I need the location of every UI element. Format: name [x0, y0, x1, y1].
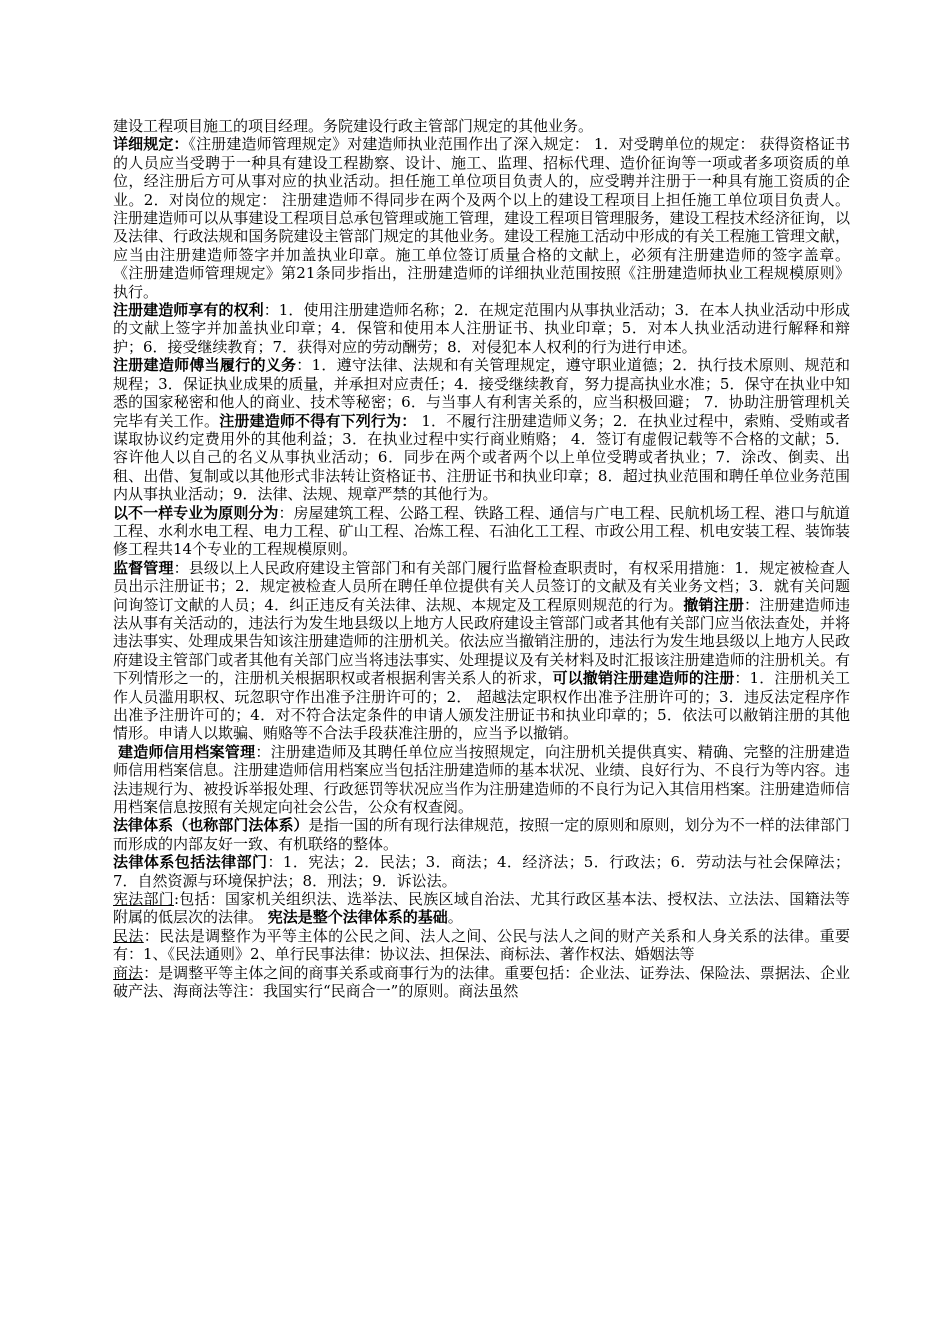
paragraph-duties	[113, 356, 850, 503]
paragraph-text: ：民法是调整作为平等主体的公民之间、法人之间、公民与法人之间的财产关系和人身关系的法律。重要有：1、《民法通则》2、单行民事法律：协议法、担保法、商标法、著作权法、婚姻法等	[113, 926, 850, 964]
paragraph-text: 1．不履行注册建造师义务；2．在执业过程中，索贿、受贿或者谋取协议约定费用外的其他利益；3．在执业过程中实行商业贿赂； 4．签订有虚假记载等不合格的文献；5．容许他人以自己的名义从事执业活动；6．同步在两个或者两个以上单位受聘或者执业；7．涂改、倒卖、出租、出借、复制或以其他形式非法转让资格证书、注册证书和执业印章；8．超过执业范围和聘任单位业务范围内从事执业活动；9．法律、法规、规章严禁的其他行为。	[113, 411, 850, 504]
paragraph-text: ：是调整平等主体之间的商事关系或商事行为的法律。重要包括：企业法、证券法、保险法、票据法、企业破产法、海商法等注：我国实行“民商合一”的原则。商法虽然	[113, 963, 850, 1001]
paragraph-detailed-rules	[113, 135, 850, 301]
section-heading: 以不一样专业为原则分为	[113, 503, 279, 522]
section-heading: 建造师信用档案管理	[118, 742, 256, 761]
underlined-label: 宪法部门	[113, 890, 174, 909]
section-heading: 监督管理	[113, 558, 174, 577]
paragraph-text: ：1．遵守法律、法规和有关管理规定，遵守职业道德；2．执行技术原则、规范和规程；3．保证执业成果的质量，并承担对应责任；4．接受继续教育，努力提高执业水准；5．保守在执业中知悉的国家秘密和他人的商业、技术等秘密；6．与当事人有利害关系的，应当积极回避； 7．协助注册管理机关完毕有关工作。	[113, 356, 850, 430]
section-heading: 详细规定：	[113, 135, 189, 154]
document-body	[113, 117, 850, 1001]
paragraph-constitution	[113, 890, 850, 927]
paragraph-text: ：1．宪法；2．民法；3．商法；4．经济法；5．行政法；6．劳动法与社会保障法；7．自然资源与环境保护法；8．刑法；9．诉讼法。	[113, 853, 850, 890]
paragraph-civil-law	[113, 927, 850, 964]
paragraph-text: 《注册建造师管理规定》对建造师执业范围作出了深入规定： 1．对受聘单位的规定： 获得资格证书的人员应当受聘于一种具有建设工程勘察、设计、施工、监理、招标代理、造价征询等一项或者多项资质的单位，经注册后方可从事对应的执业活动。担任施工单位项目负责人的，应受聘并注册于一种具有施工资质的企业。2．对岗位的规定： 注册建造师不得同步在两个及两个以上的建设工程项目上担任施工单位项目负责人。 注册建造师可以从事建设工程项目总承包管理或施工管理，建设工程项目管理服务，建设工程技术经济征询，以及法律、行政法规和国务院建设主管部门规定的其他业务。建设工程施工活动中形成的有关工程施工管理文献，应当由注册建造师签字并加盖执业印章。施工单位签订质量合格的文献上，必须有注册建造师的签字盖章。 《注册建造师管理规定》第21条同步指出，注册建造师的详细执业范围按照《注册建造师执业工程规模原则》执行。	[113, 135, 850, 301]
paragraph-legal-system	[113, 816, 850, 853]
paragraph-text: 建设工程项目施工的项目经理。务院建设行政主管部门规定的其他业务。	[113, 117, 594, 135]
paragraph-text: ：县级以上人民政府建设主管部门和有关部门履行监督检查职责时，有权采用措施：1．规定被检查人员出示注册证书；2．规定被检查人员所在聘任单位提供有关人员签订的文献及有关业务文档；3．就有关问题问询签订文献的人员；4．纠正违反有关法律、法规、本规定及工程原则规范的行为。	[113, 558, 850, 614]
paragraph-intro	[113, 117, 850, 135]
section-heading: 注册建造师享有的权利	[113, 301, 264, 320]
paragraph-text: ：1．注册机关工作人员滥用职权、玩忽职守作出准予注册许可的；2． 超越法定职权作出准予注册许可的；3．违反法定程序作出准予注册许可的；4．对不符合法定条件的申请人颁发注册证书和执业印章的；5．依法可以敝销注册的其他情形。申请人以欺骗、贿赂等不合法手段获准注册的，应当予以撤销。	[113, 669, 850, 743]
paragraph-text: 。	[447, 908, 463, 927]
section-heading: 宪法是整个法律体系的基础	[267, 908, 448, 927]
paragraph-text: ：1．使用注册建造师名称；2．在规定范围内从事执业活动；3．在本人执业活动中形成的文献上签字并加盖执业印章；4．保管和使用本人注册证书、执业印章；5．对本人执业活动进行解释和辩护；6．接受继续教育；7．获得对应的劳动酬劳；8．对侵犯本人权利的行为进行申述。	[113, 301, 850, 356]
paragraph-supervision	[113, 559, 850, 743]
paragraph-text: 是指一国的所有现行法律规范，按照一定的原则和原则，划分为不一样的法律部门而形成的内部友好一致、有机联络的整体。	[113, 816, 850, 853]
section-heading: 法律体系包括法律部门	[113, 853, 268, 872]
paragraph-text: ：房屋建筑工程、公路工程、铁路工程、通信与广电工程、民航机场工程、港口与航道工程、水利水电工程、电力工程、矿山工程、冶炼工程、石油化工工程、市政公用工程、机电安装工程、装饰装修工程共14个专业的工程规模原则。	[113, 503, 850, 559]
section-heading: 注册建造师傅当履行的义务	[113, 356, 297, 375]
paragraph-text: ：注册建造师及其聘任单位应当按照规定，向注册机关提供真实、精确、完整的注册建造师信用档案信息。注册建造师信用档案应当包括注册建造师的基本状况、业绩、良好行为、不良行为等内容。违法违规行为、被投诉举报处理、行政惩罚等状况应当作为注册建造师的不良行为记入其信用档案。注册建造师信用档案信息按照有关规定向社会公告，公众有权查阅。	[113, 742, 850, 817]
paragraph-credit-archive	[113, 743, 850, 817]
section-heading: 撤销注册	[683, 595, 745, 614]
section-heading: 注册建造师不得有下列行为：	[219, 411, 417, 430]
paragraph-specialties	[113, 504, 850, 559]
underlined-label: 民法	[113, 926, 144, 945]
paragraph-text: ：注册建造师违法从事有关活动的，违法行为发生地县级以上地方人民政府建设主管部门或者其他有关部门应当依法查处，并将违法事实、处理成果告知该注册建造师的注册机关。依法应当撤销注册的，违法行为发生地县级以上地方人民政府建设主管部门或者其他有关部门应当将违法事实、处理提议及有关材料及时汇报该注册建造师的注册机关。有下列情形之一的，注册机关根据职权或者根据利害关系人的祈求，	[113, 595, 850, 688]
paragraph-text: :包括：国家机关组织法、选举法、民族区域自治法、尤其行政区基本法、授权法、立法法、国籍法等附属的低层次的法律。	[113, 890, 850, 927]
paragraph-legal-departments	[113, 853, 850, 890]
underlined-label: 商法	[113, 963, 144, 982]
paragraph-rights	[113, 301, 850, 356]
paragraph-commercial-law	[113, 964, 850, 1001]
section-heading: 可以撤销注册建造师的注册	[552, 669, 735, 688]
section-heading: 法律体系（也称部门法体系）	[113, 816, 309, 835]
